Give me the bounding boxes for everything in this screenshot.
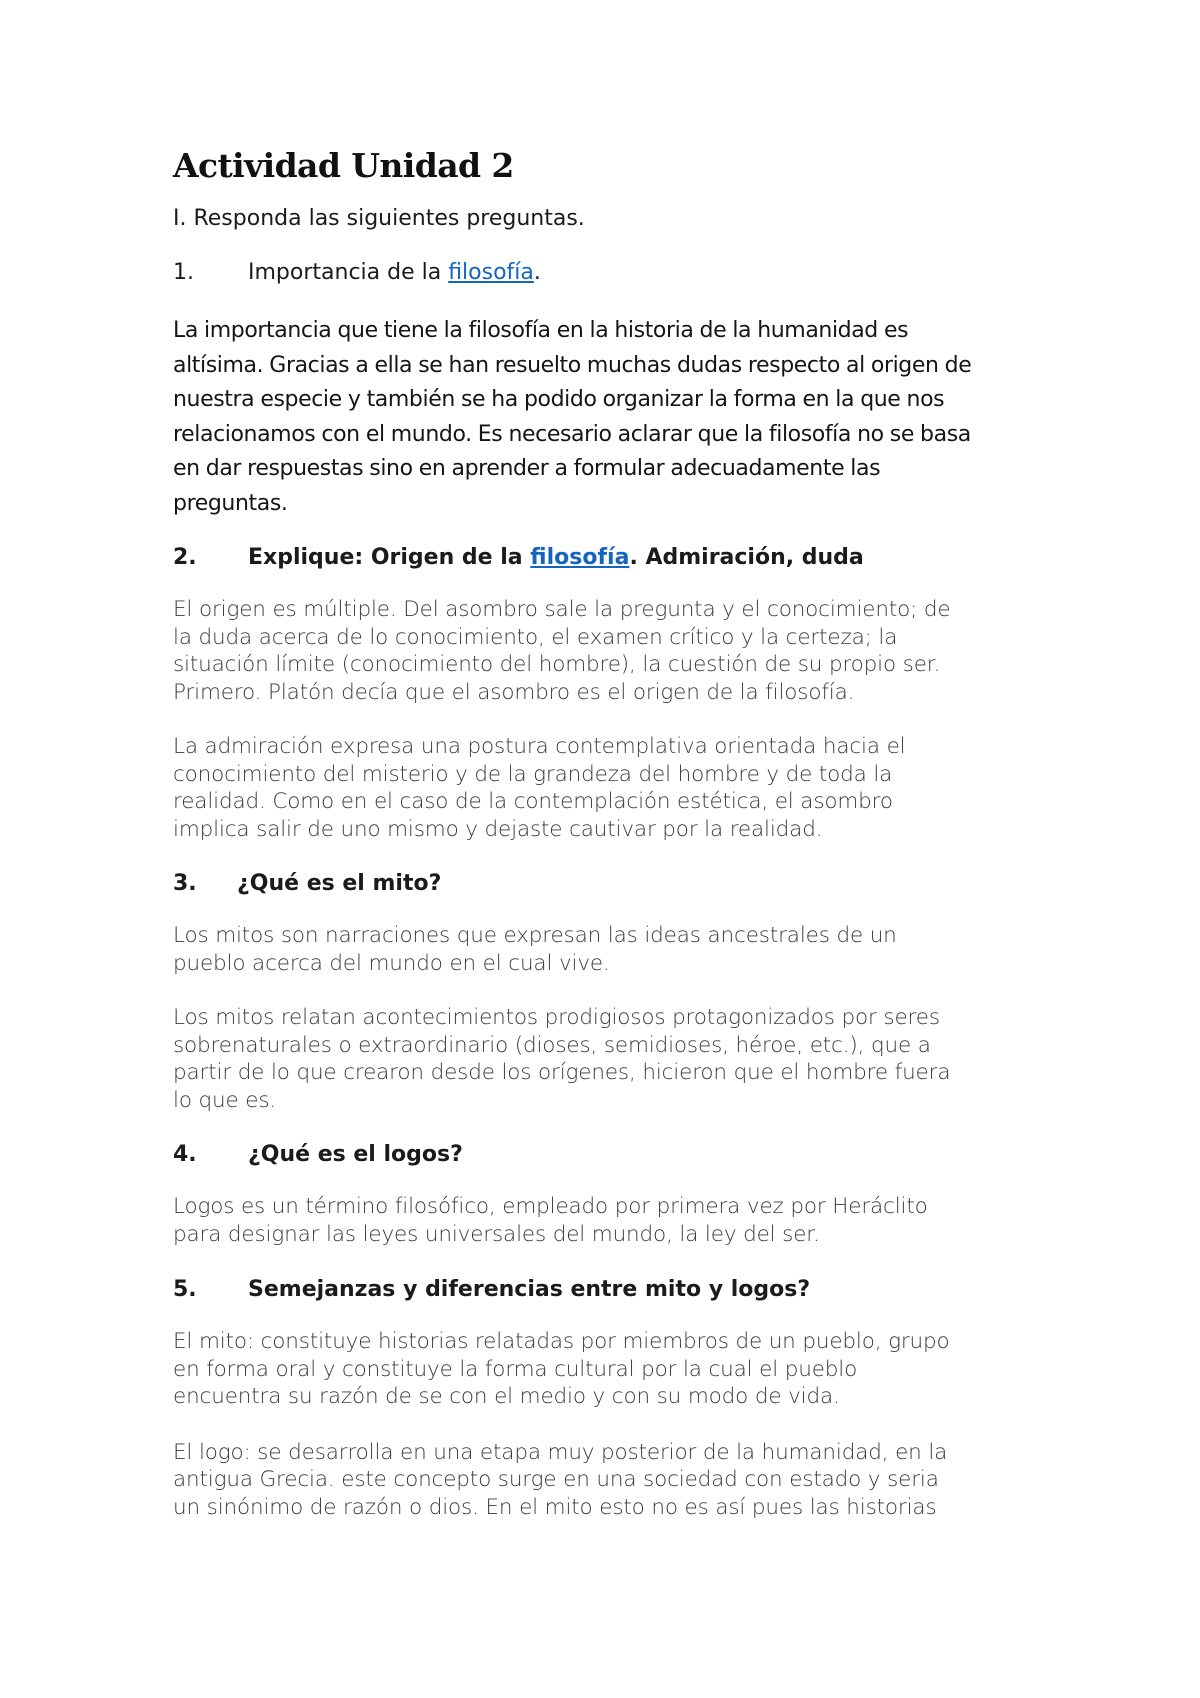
filosofia-link-1[interactable]: filosofía (448, 260, 534, 285)
question-5-answer-2 (173, 1439, 1053, 1522)
question-1-text-end: . (533, 260, 541, 285)
question-3-answer-2 (173, 1004, 1053, 1114)
question-1-answer (173, 314, 1053, 521)
question-1-text: Importancia de la (248, 260, 449, 285)
answer-line: en dar respuestas sino en aprender a formular adecuadamente las (173, 456, 881, 481)
answer-line: La importancia que tiene la filosofía en la historia de la humanidad es (173, 318, 909, 343)
answer-line: sobrenaturales o extraordinario (dioses, semidioses, héroe, etc.), que a (173, 1032, 931, 1058)
filosofia-link-2[interactable]: filosofía (530, 545, 630, 570)
answer-line: nuestra especie y también se ha podido organizar la forma en la que nos (173, 387, 945, 412)
answer-line: pueblo acerca del mundo en el cual vive. (173, 950, 610, 976)
answer-line: partir de lo que crearon desde los orígenes, hicieron que el hombre fuera (173, 1060, 951, 1085)
question-3-heading (173, 869, 1053, 899)
question-2-heading (173, 543, 1053, 573)
question-2-answer-1 (173, 596, 1053, 706)
answer-line: realidad. Como en el caso de la contemplación estética, el asombro (173, 789, 893, 814)
answer-line: Los mitos son narraciones que expresan las ideas ancestrales de un (173, 923, 897, 948)
answer-line: altísima. Gracias a ella se han resuelto muchas dudas respecto al origen de (173, 352, 972, 378)
answer-line: situación límite (conocimiento del hombre), la cuestión de su propio ser. (173, 652, 941, 677)
question-5-text: Semejanzas y diferencias entre mito y logos? (248, 1277, 811, 1302)
instruction-text: I. Responda las siguientes preguntas. (173, 206, 585, 231)
question-3-text: ¿Qué es el mito? (237, 871, 442, 896)
question-1-heading (173, 258, 1053, 288)
question-2-number: 2. (173, 545, 197, 570)
document-title: Actividad Unidad 2 (173, 146, 514, 185)
answer-line: en forma oral y constituye la forma cultural por la cual el pueblo (173, 1356, 858, 1382)
question-2-text: Explique: Origen de la (248, 545, 531, 570)
answer-line: antigua Grecia. este concepto surge en una sociedad con estado y seria (173, 1467, 939, 1492)
question-4-heading (173, 1140, 1053, 1170)
answer-line: preguntas. (173, 490, 288, 516)
question-4-text: ¿Qué es el logos? (248, 1142, 463, 1167)
answer-line: El mito: constituye historias relatadas por miembros de un pueblo, grupo (173, 1329, 950, 1354)
answer-line: Los mitos relatan acontecimientos prodigiosos protagonizados por seres (173, 1005, 940, 1030)
question-4-number: 4. (173, 1142, 197, 1167)
answer-line: implica salir de uno mismo y dejaste cautivar por la realidad. (173, 816, 823, 842)
answer-line: La admiración expresa una postura contemplativa orientada hacia el (173, 734, 906, 759)
question-2-answer-2 (173, 733, 1053, 843)
question-1-number: 1. (173, 260, 194, 285)
question-3-answer-1 (173, 922, 1053, 977)
answer-line: El origen es múltiple. Del asombro sale la pregunta y el conocimiento; de (173, 597, 951, 622)
question-5-heading (173, 1275, 1053, 1305)
answer-line: encuentra su razón de se con el medio y con su modo de vida. (173, 1384, 840, 1409)
answer-line: conocimiento del misterio y de la grandeza del hombre y de toda la (173, 761, 893, 787)
answer-line: El logo: se desarrolla en una etapa muy posterior de la humanidad, en la (173, 1439, 948, 1465)
answer-line: para designar las leyes universales del mundo, la ley del ser. (173, 1221, 820, 1247)
answer-line: lo que es. (173, 1087, 277, 1113)
answer-line: un sinónimo de razón o dios. En el mito esto no es así pues las historias (173, 1494, 937, 1520)
answer-line: relacionamos con el mundo. Es necesario aclarar que la filosofía no se basa (173, 421, 971, 447)
answer-line: Primero. Platón decía que el asombro es el origen de la filosofía. (173, 679, 855, 705)
answer-line: la duda acerca de lo conocimiento, el examen crítico y la certeza; la (173, 624, 898, 650)
question-5-answer-1 (173, 1328, 1053, 1411)
question-2-text-end: . Admiración, duda (629, 545, 864, 570)
question-3-number: 3. (173, 871, 197, 896)
question-4-answer (173, 1193, 1053, 1248)
question-5-number: 5. (173, 1277, 197, 1302)
answer-line: Logos es un término filosófico, empleado por primera vez por Heráclito (173, 1194, 928, 1219)
document-page (173, 140, 1053, 1521)
